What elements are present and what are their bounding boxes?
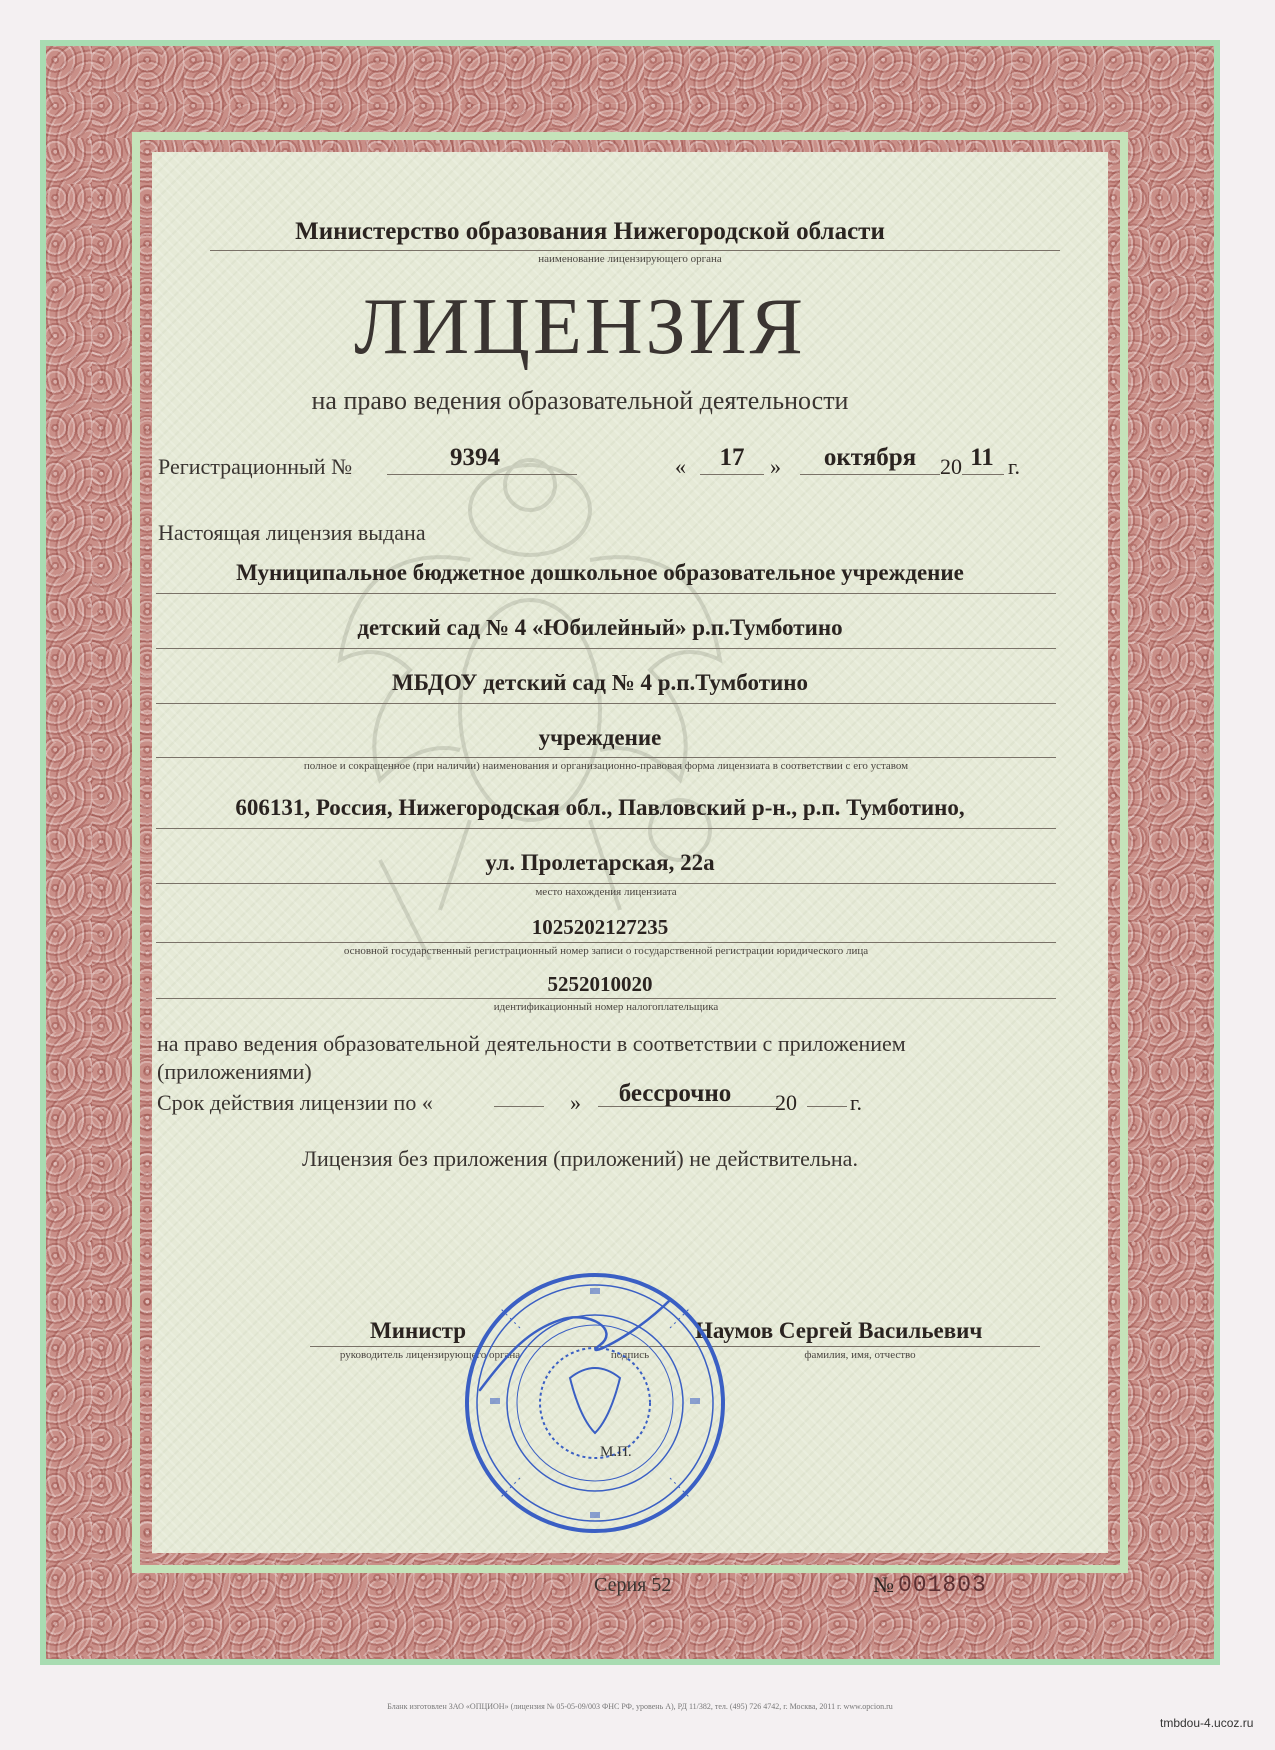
validity-year-line [807,1106,847,1107]
licensee-name-line1: Муниципальное бюджетное дошкольное образовательное учреждение [236,560,964,585]
inn-value: 5252010020 [547,972,653,996]
double-headed-eagle-watermark [320,440,740,960]
registration-year-prefix: 20 [940,454,962,479]
ministry-caption: наименование лицензирующего органа [538,253,722,265]
series-label [594,1574,671,1597]
validity-label: Срок действия лицензии по « [157,1090,433,1115]
licensee-short-name: МБДОУ детский сад № 4 р.п.Тумботино [391,670,808,695]
address-line2: ул. Пролетарская, 22а [485,850,715,875]
serial-number-label: № [873,1572,894,1597]
registration-month-line [800,474,940,475]
invalid-without-appendix-note: Лицензия без приложения (приложений) не действительна. [302,1146,858,1171]
signatory-position: Министр [370,1318,467,1343]
validity-year-unit: г. [850,1090,863,1115]
right-statement-line2: (приложениями) [157,1059,312,1084]
inn-rule [156,998,1056,999]
ministry-underline [210,250,1060,251]
series-label-text: Серия [594,1574,647,1596]
registration-day-line [700,474,764,475]
name-caption: фамилия, имя, отчество [804,1349,916,1361]
ogrn-rule [156,942,1056,943]
address-caption: место нахождения лицензиата [535,886,677,898]
validity-year-prefix: 20 [775,1090,797,1115]
licensee-line3-rule [156,703,1056,704]
date-quote-close: » [770,454,781,479]
licensee-line2-rule [156,648,1056,649]
registration-number-line [387,474,577,475]
signature-caption: подпись [610,1349,650,1361]
printer-note: Бланк изготовлен ЗАО «ОПЦИОН» (лицензия № 05-05-09/003 ФНС РФ, уровень А), РД 11/382, тел. (495) 726 4742, г. Москва, 2011 г. www.opcion.ru [387,1702,893,1711]
licensee-name-caption: полное и сокращенное (при наличии) наименования и организационно-правовая форма лицензиата в соответствии с его уставом [303,760,909,772]
inn-caption: идентификационный номер налогоплательщика [493,1001,719,1013]
licensee-line1-rule [156,593,1056,594]
registration-label: Регистрационный № [158,454,353,479]
registration-month: октября [823,444,917,471]
validity-value-line [598,1106,778,1107]
address-line2-rule [156,883,1056,884]
ogrn-caption: основной государственный регистрационный номер записи о государственной регистрации юридического лица [343,945,869,957]
stamp-place-mark: М.П. [600,1444,632,1460]
issued-to-label: Настоящая лицензия выдана [158,520,426,545]
licensee-name-line2: детский сад № 4 «Юбилейный» р.п.Тумботино [357,615,843,640]
validity-day-line [494,1106,544,1107]
registration-number: 9394 [450,444,500,471]
validity-quote-close: » [570,1090,581,1115]
address-line1: 606131, Россия, Нижегородская обл., Павловский р-н., р.п. Тумботино, [235,795,965,820]
validity-value: бессрочно [618,1080,732,1107]
registration-year: 11 [970,444,994,471]
registration-year-line [962,474,1004,475]
signatory-name: Наумов Сергей Васильевич [695,1318,983,1343]
ministry-name: Министерство образования Нижегородской области [295,218,885,245]
position-caption: руководитель лицензирующего органа [339,1349,521,1361]
licensee-legal-form: учреждение [538,725,662,750]
right-statement-line1: на право ведения образовательной деятельности в соответствии с приложением [157,1031,906,1056]
address-line1-rule [156,828,1056,829]
date-quote-open: « [675,454,686,479]
licensee-line4-rule [156,757,1056,758]
official-seal-icon [460,1268,730,1538]
source-site-watermark: tmbdou-4.ucoz.ru [1160,1716,1254,1730]
document-title: ЛИЦЕНЗИЯ [354,283,806,371]
registration-year-unit: г. [1008,454,1021,479]
registration-day: 17 [719,444,745,471]
series-value: 52 [651,1574,672,1596]
ogrn-value: 1025202127235 [531,915,669,939]
serial-number: 001803 [898,1572,987,1598]
document-subtitle: на право ведения образовательной деятельности [311,386,849,415]
